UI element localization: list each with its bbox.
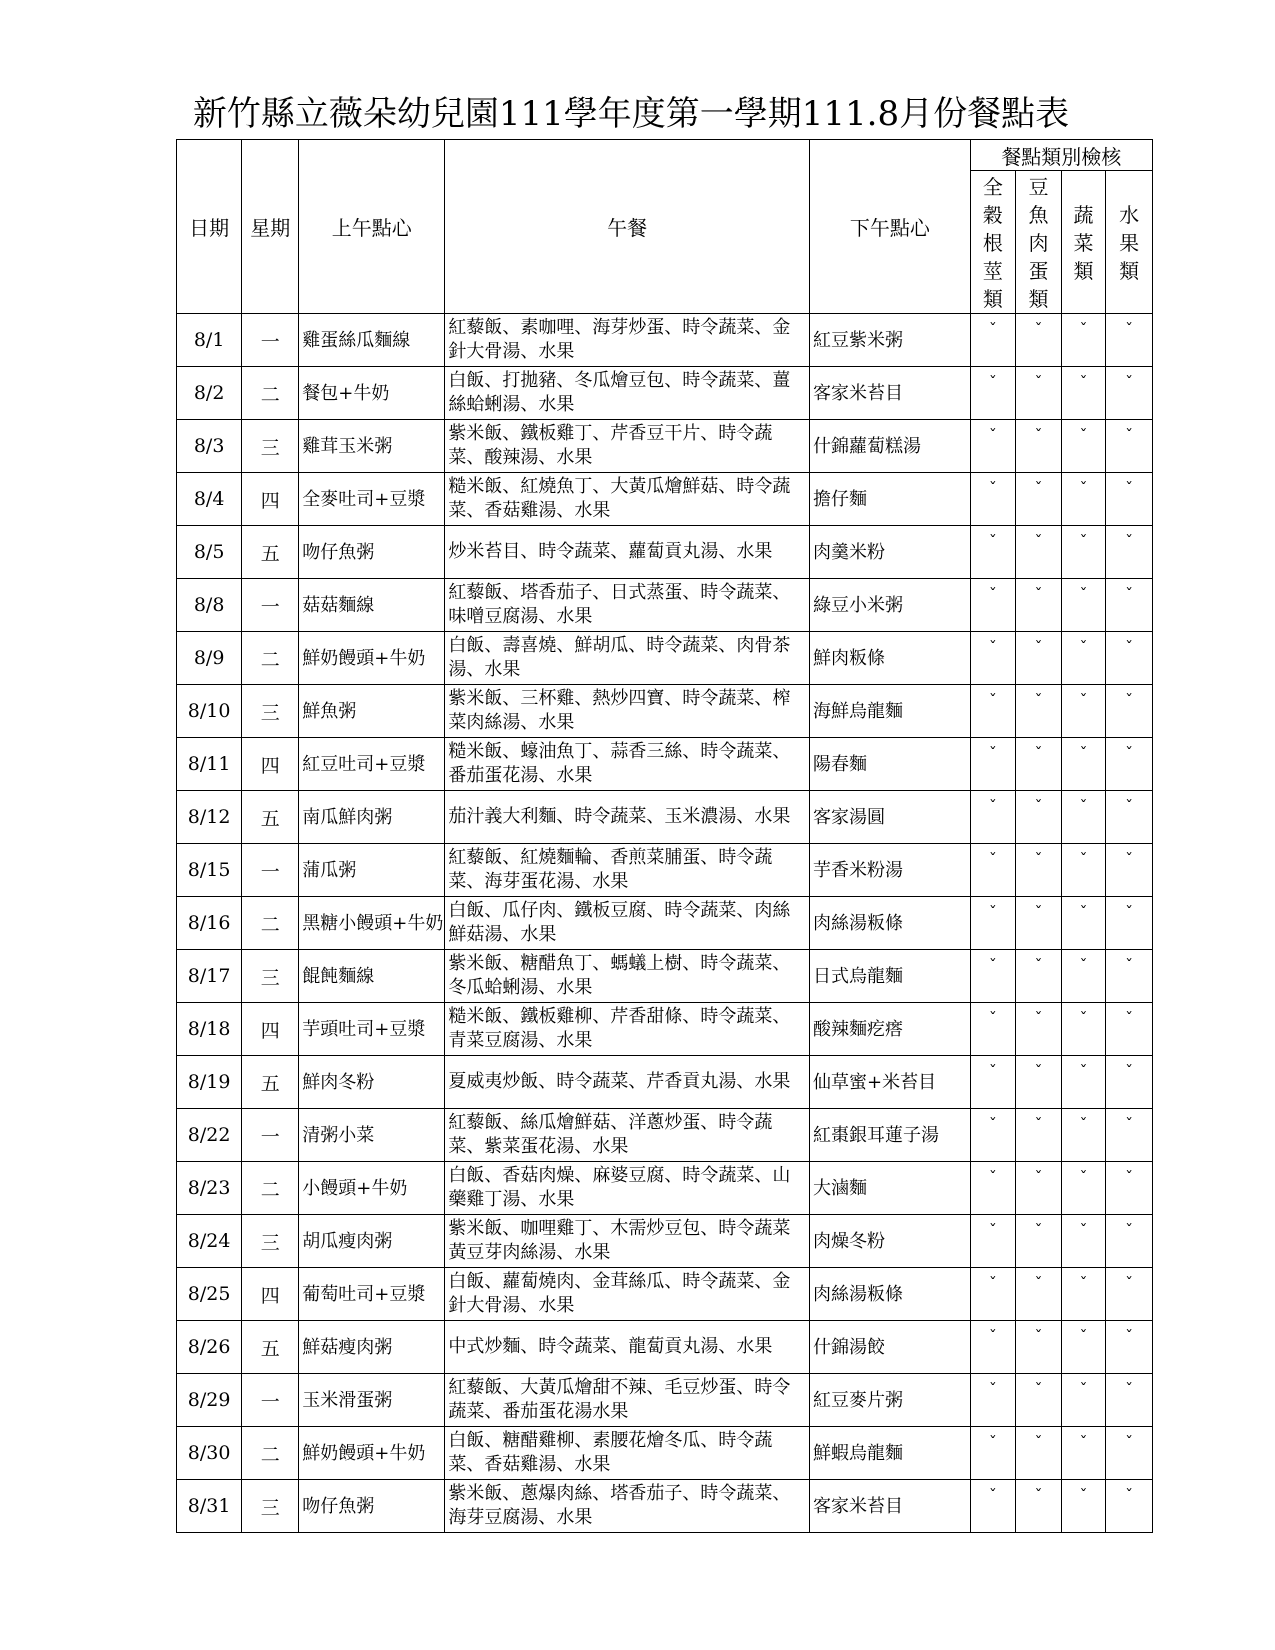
check-mark: ˇ <box>1016 1162 1062 1215</box>
check-mark: ˇ <box>1061 1480 1106 1533</box>
table-row <box>177 526 1153 579</box>
morning-snack-cell: 芋頭吐司+豆漿 <box>299 1003 445 1056</box>
morning-snack-cell: 鮮菇瘦肉粥 <box>299 1321 445 1374</box>
check-mark: ˇ <box>1016 791 1062 844</box>
check-mark: ˇ <box>1061 367 1106 420</box>
morning-snack-cell: 小饅頭+牛奶 <box>299 1162 445 1215</box>
weekday-cell: 三 <box>242 420 299 473</box>
afternoon-snack-cell: 擔仔麵 <box>810 473 971 526</box>
date-cell: 8/18 <box>177 1003 242 1056</box>
morning-snack-cell: 雞茸玉米粥 <box>299 420 445 473</box>
check-mark: ˇ <box>1106 367 1153 420</box>
lunch-cell: 紫米飯、鐵板雞丁、芹香豆干片、時令蔬菜、酸辣湯、水果 <box>445 420 810 473</box>
check-mark: ˇ <box>970 1321 1016 1374</box>
morning-snack-cell: 鮮魚粥 <box>299 685 445 738</box>
check-mark: ˇ <box>970 1162 1016 1215</box>
check-mark: ˇ <box>970 420 1016 473</box>
check-mark: ˇ <box>1016 1056 1062 1109</box>
morning-snack-cell: 玉米滑蛋粥 <box>299 1374 445 1427</box>
check-mark: ˇ <box>1061 1427 1106 1480</box>
header-weekday: 星期 <box>242 140 299 314</box>
check-mark: ˇ <box>1106 1321 1153 1374</box>
morning-snack-cell: 胡瓜瘦肉粥 <box>299 1215 445 1268</box>
afternoon-snack-cell: 肉絲湯粄條 <box>810 897 971 950</box>
weekday-cell: 四 <box>242 473 299 526</box>
check-mark: ˇ <box>1106 1427 1153 1480</box>
check-mark: ˇ <box>970 526 1016 579</box>
check-mark: ˇ <box>1061 685 1106 738</box>
table-row <box>177 738 1153 791</box>
lunch-cell: 白飯、糖醋雞柳、素腰花燴冬瓜、時令蔬菜、香菇雞湯、水果 <box>445 1427 810 1480</box>
lunch-cell: 紅藜飯、紅燒麵輪、香煎菜脯蛋、時令蔬菜、海芽蛋花湯、水果 <box>445 844 810 897</box>
afternoon-snack-cell: 紅豆紫米粥 <box>810 314 971 367</box>
weekday-cell: 三 <box>242 1480 299 1533</box>
table-row <box>177 1056 1153 1109</box>
morning-snack-cell: 葡萄吐司+豆漿 <box>299 1268 445 1321</box>
morning-snack-cell: 吻仔魚粥 <box>299 526 445 579</box>
check-mark: ˇ <box>1106 314 1153 367</box>
check-mark: ˇ <box>1016 844 1062 897</box>
table-row <box>177 685 1153 738</box>
afternoon-snack-cell: 鮮蝦烏龍麵 <box>810 1427 971 1480</box>
afternoon-snack-cell: 客家湯圓 <box>810 791 971 844</box>
date-cell: 8/26 <box>177 1321 242 1374</box>
lunch-cell: 紫米飯、蔥爆肉絲、塔香茄子、時令蔬菜、海芽豆腐湯、水果 <box>445 1480 810 1533</box>
morning-snack-cell: 鮮奶饅頭+牛奶 <box>299 632 445 685</box>
date-cell: 8/15 <box>177 844 242 897</box>
check-mark: ˇ <box>1061 950 1106 1003</box>
table-row <box>177 1427 1153 1480</box>
morning-snack-cell: 餛飩麵線 <box>299 950 445 1003</box>
check-mark: ˇ <box>1106 1374 1153 1427</box>
morning-snack-cell: 鮮肉冬粉 <box>299 1056 445 1109</box>
check-mark: ˇ <box>1016 526 1062 579</box>
lunch-cell: 白飯、瓜仔肉、鐵板豆腐、時令蔬菜、肉絲鮮菇湯、水果 <box>445 897 810 950</box>
check-mark: ˇ <box>1106 526 1153 579</box>
weekday-cell: 一 <box>242 1374 299 1427</box>
check-mark: ˇ <box>1106 1480 1153 1533</box>
check-mark: ˇ <box>970 1427 1016 1480</box>
header-protein: 豆 魚 肉 蛋 類 <box>1016 171 1062 314</box>
table-row <box>177 314 1153 367</box>
morning-snack-cell: 紅豆吐司+豆漿 <box>299 738 445 791</box>
table-row <box>177 1374 1153 1427</box>
check-mark: ˇ <box>1061 1268 1106 1321</box>
header-morning-snack: 上午點心 <box>299 140 445 314</box>
table-row <box>177 1215 1153 1268</box>
date-cell: 8/23 <box>177 1162 242 1215</box>
check-mark: ˇ <box>1061 579 1106 632</box>
table-row <box>177 1003 1153 1056</box>
check-mark: ˇ <box>1016 1480 1062 1533</box>
afternoon-snack-cell: 肉羹米粉 <box>810 526 971 579</box>
check-mark: ˇ <box>1016 314 1062 367</box>
afternoon-snack-cell: 什錦湯餃 <box>810 1321 971 1374</box>
check-mark: ˇ <box>1061 791 1106 844</box>
table-row <box>177 897 1153 950</box>
weekday-cell: 一 <box>242 314 299 367</box>
check-mark: ˇ <box>970 950 1016 1003</box>
check-mark: ˇ <box>1061 632 1106 685</box>
morning-snack-cell: 吻仔魚粥 <box>299 1480 445 1533</box>
check-mark: ˇ <box>970 738 1016 791</box>
weekday-cell: 五 <box>242 1056 299 1109</box>
lunch-cell: 紫米飯、糖醋魚丁、螞蟻上樹、時令蔬菜、冬瓜蛤蜊湯、水果 <box>445 950 810 1003</box>
weekday-cell: 三 <box>242 1215 299 1268</box>
check-mark: ˇ <box>1061 1109 1106 1162</box>
check-mark: ˇ <box>1061 897 1106 950</box>
weekday-cell: 二 <box>242 1162 299 1215</box>
check-mark: ˇ <box>1016 473 1062 526</box>
check-mark: ˇ <box>1106 420 1153 473</box>
weekday-cell: 五 <box>242 791 299 844</box>
header-fruit: 水 果 類 <box>1106 171 1153 314</box>
check-mark: ˇ <box>1061 314 1106 367</box>
check-mark: ˇ <box>1016 1374 1062 1427</box>
check-mark: ˇ <box>1016 738 1062 791</box>
afternoon-snack-cell: 什錦蘿蔔糕湯 <box>810 420 971 473</box>
afternoon-snack-cell: 肉絲湯粄條 <box>810 1268 971 1321</box>
date-cell: 8/1 <box>177 314 242 367</box>
table-row <box>177 1268 1153 1321</box>
date-cell: 8/11 <box>177 738 242 791</box>
check-mark: ˇ <box>1106 579 1153 632</box>
morning-snack-cell: 黑糖小饅頭+牛奶 <box>299 897 445 950</box>
date-cell: 8/9 <box>177 632 242 685</box>
check-mark: ˇ <box>1061 1056 1106 1109</box>
date-cell: 8/29 <box>177 1374 242 1427</box>
weekday-cell: 三 <box>242 685 299 738</box>
date-cell: 8/22 <box>177 1109 242 1162</box>
check-mark: ˇ <box>1061 473 1106 526</box>
date-cell: 8/3 <box>177 420 242 473</box>
lunch-cell: 紅藜飯、大黃瓜燴甜不辣、毛豆炒蛋、時令蔬菜、番茄蛋花湯水果 <box>445 1374 810 1427</box>
afternoon-snack-cell: 客家米苔目 <box>810 1480 971 1533</box>
date-cell: 8/31 <box>177 1480 242 1533</box>
afternoon-snack-cell: 鮮肉粄條 <box>810 632 971 685</box>
morning-snack-cell: 南瓜鮮肉粥 <box>299 791 445 844</box>
header-date: 日期 <box>177 140 242 314</box>
check-mark: ˇ <box>970 1056 1016 1109</box>
afternoon-snack-cell: 酸辣麵疙瘩 <box>810 1003 971 1056</box>
check-mark: ˇ <box>970 632 1016 685</box>
lunch-cell: 紅藜飯、塔香茄子、日式蒸蛋、時令蔬菜、味噌豆腐湯、水果 <box>445 579 810 632</box>
check-mark: ˇ <box>1016 897 1062 950</box>
morning-snack-cell: 雞蛋絲瓜麵線 <box>299 314 445 367</box>
weekday-cell: 一 <box>242 579 299 632</box>
afternoon-snack-cell: 肉燥冬粉 <box>810 1215 971 1268</box>
lunch-cell: 中式炒麵、時令蔬菜、龍蔔貢丸湯、水果 <box>445 1321 810 1374</box>
date-cell: 8/25 <box>177 1268 242 1321</box>
weekday-cell: 四 <box>242 1268 299 1321</box>
afternoon-snack-cell: 紅棗銀耳蓮子湯 <box>810 1109 971 1162</box>
morning-snack-cell: 全麥吐司+豆漿 <box>299 473 445 526</box>
afternoon-snack-cell: 芋香米粉湯 <box>810 844 971 897</box>
check-mark: ˇ <box>1016 950 1062 1003</box>
check-mark: ˇ <box>1106 473 1153 526</box>
check-mark: ˇ <box>1106 738 1153 791</box>
check-mark: ˇ <box>1061 1003 1106 1056</box>
check-mark: ˇ <box>1106 897 1153 950</box>
date-cell: 8/24 <box>177 1215 242 1268</box>
lunch-cell: 紫米飯、咖哩雞丁、木需炒豆包、時令蔬菜黃豆芽肉絲湯、水果 <box>445 1215 810 1268</box>
weekday-cell: 二 <box>242 897 299 950</box>
check-mark: ˇ <box>1016 632 1062 685</box>
weekday-cell: 三 <box>242 950 299 1003</box>
check-mark: ˇ <box>970 1268 1016 1321</box>
lunch-cell: 糙米飯、鐵板雞柳、芹香甜條、時令蔬菜、青菜豆腐湯、水果 <box>445 1003 810 1056</box>
check-mark: ˇ <box>1106 791 1153 844</box>
afternoon-snack-cell: 日式烏龍麵 <box>810 950 971 1003</box>
date-cell: 8/16 <box>177 897 242 950</box>
check-mark: ˇ <box>1106 950 1153 1003</box>
morning-snack-cell: 菇菇麵線 <box>299 579 445 632</box>
weekday-cell: 五 <box>242 1321 299 1374</box>
table-row <box>177 844 1153 897</box>
header-vegetables: 蔬 菜 類 <box>1061 171 1106 314</box>
afternoon-snack-cell: 海鮮烏龍麵 <box>810 685 971 738</box>
check-mark: ˇ <box>1106 1268 1153 1321</box>
check-mark: ˇ <box>1061 526 1106 579</box>
check-mark: ˇ <box>970 791 1016 844</box>
header-afternoon-snack: 下午點心 <box>810 140 971 314</box>
table-row <box>177 579 1153 632</box>
check-mark: ˇ <box>1061 1215 1106 1268</box>
date-cell: 8/2 <box>177 367 242 420</box>
table-row <box>177 1321 1153 1374</box>
table-row <box>177 791 1153 844</box>
check-mark: ˇ <box>1061 1321 1106 1374</box>
morning-snack-cell: 蒲瓜粥 <box>299 844 445 897</box>
weekday-cell: 四 <box>242 1003 299 1056</box>
check-mark: ˇ <box>1016 1003 1062 1056</box>
check-mark: ˇ <box>970 1374 1016 1427</box>
check-mark: ˇ <box>970 314 1016 367</box>
check-mark: ˇ <box>1106 1056 1153 1109</box>
check-mark: ˇ <box>1016 1109 1062 1162</box>
table-row <box>177 367 1153 420</box>
weekday-cell: 五 <box>242 526 299 579</box>
check-mark: ˇ <box>1016 420 1062 473</box>
check-mark: ˇ <box>970 473 1016 526</box>
lunch-cell: 紅藜飯、素咖哩、海芽炒蛋、時令蔬菜、金針大骨湯、水果 <box>445 314 810 367</box>
lunch-cell: 糙米飯、蠔油魚丁、蒜香三絲、時令蔬菜、番茄蛋花湯、水果 <box>445 738 810 791</box>
date-cell: 8/4 <box>177 473 242 526</box>
page-title: 新竹縣立薇朵幼兒園111學年度第一學期111.8月份餐點表 <box>192 94 1070 134</box>
lunch-cell: 炒米苔目、時令蔬菜、蘿蔔貢丸湯、水果 <box>445 526 810 579</box>
check-mark: ˇ <box>970 1480 1016 1533</box>
check-mark: ˇ <box>1016 1321 1062 1374</box>
lunch-cell: 紫米飯、三杯雞、熱炒四寶、時令蔬菜、榨菜肉絲湯、水果 <box>445 685 810 738</box>
date-cell: 8/30 <box>177 1427 242 1480</box>
check-mark: ˇ <box>1061 844 1106 897</box>
weekday-cell: 一 <box>242 844 299 897</box>
check-mark: ˇ <box>1016 1268 1062 1321</box>
check-mark: ˇ <box>1061 420 1106 473</box>
check-mark: ˇ <box>1016 1215 1062 1268</box>
check-mark: ˇ <box>1106 632 1153 685</box>
morning-snack-cell: 餐包+牛奶 <box>299 367 445 420</box>
check-mark: ˇ <box>1016 1427 1062 1480</box>
lunch-cell: 白飯、香菇肉燥、麻婆豆腐、時令蔬菜、山藥雞丁湯、水果 <box>445 1162 810 1215</box>
weekday-cell: 二 <box>242 1427 299 1480</box>
weekday-cell: 四 <box>242 738 299 791</box>
check-mark: ˇ <box>970 685 1016 738</box>
table-row <box>177 950 1153 1003</box>
lunch-cell: 白飯、蘿蔔燒肉、金茸絲瓜、時令蔬菜、金針大骨湯、水果 <box>445 1268 810 1321</box>
header-check-group: 餐點類別檢核 <box>970 140 1152 171</box>
morning-snack-cell: 鮮奶饅頭+牛奶 <box>299 1427 445 1480</box>
weekday-cell: 二 <box>242 632 299 685</box>
meal-table <box>176 139 1153 1533</box>
lunch-cell: 白飯、壽喜燒、鮮胡瓜、時令蔬菜、肉骨茶湯、水果 <box>445 632 810 685</box>
weekday-cell: 一 <box>242 1109 299 1162</box>
lunch-cell: 紅藜飯、絲瓜燴鮮菇、洋蔥炒蛋、時令蔬菜、紫菜蛋花湯、水果 <box>445 1109 810 1162</box>
check-mark: ˇ <box>1106 1109 1153 1162</box>
table-row <box>177 473 1153 526</box>
afternoon-snack-cell: 陽春麵 <box>810 738 971 791</box>
check-mark: ˇ <box>970 844 1016 897</box>
check-mark: ˇ <box>970 1003 1016 1056</box>
afternoon-snack-cell: 綠豆小米粥 <box>810 579 971 632</box>
header-lunch: 午餐 <box>445 140 810 314</box>
table-row <box>177 1162 1153 1215</box>
afternoon-snack-cell: 大滷麵 <box>810 1162 971 1215</box>
afternoon-snack-cell: 客家米苔目 <box>810 367 971 420</box>
lunch-cell: 白飯、打拋豬、冬瓜燴豆包、時令蔬菜、薑絲蛤蜊湯、水果 <box>445 367 810 420</box>
check-mark: ˇ <box>1016 685 1062 738</box>
date-cell: 8/5 <box>177 526 242 579</box>
table-row <box>177 632 1153 685</box>
check-mark: ˇ <box>970 897 1016 950</box>
check-mark: ˇ <box>1106 685 1153 738</box>
date-cell: 8/17 <box>177 950 242 1003</box>
date-cell: 8/8 <box>177 579 242 632</box>
afternoon-snack-cell: 紅豆麥片粥 <box>810 1374 971 1427</box>
check-mark: ˇ <box>1016 367 1062 420</box>
check-mark: ˇ <box>1106 1162 1153 1215</box>
meal-table-body <box>177 314 1153 1533</box>
table-row <box>177 1480 1153 1533</box>
check-mark: ˇ <box>970 367 1016 420</box>
lunch-cell: 茄汁義大利麵、時令蔬菜、玉米濃湯、水果 <box>445 791 810 844</box>
check-mark: ˇ <box>970 579 1016 632</box>
check-mark: ˇ <box>1061 738 1106 791</box>
date-cell: 8/19 <box>177 1056 242 1109</box>
header-grains: 全 穀 根 莖 類 <box>970 171 1016 314</box>
table-row <box>177 420 1153 473</box>
lunch-cell: 夏威夷炒飯、時令蔬菜、芹香貢丸湯、水果 <box>445 1056 810 1109</box>
check-mark: ˇ <box>1106 1215 1153 1268</box>
lunch-cell: 糙米飯、紅燒魚丁、大黃瓜燴鮮菇、時令蔬菜、香菇雞湯、水果 <box>445 473 810 526</box>
date-cell: 8/10 <box>177 685 242 738</box>
check-mark: ˇ <box>970 1109 1016 1162</box>
check-mark: ˇ <box>1106 1003 1153 1056</box>
check-mark: ˇ <box>1061 1374 1106 1427</box>
check-mark: ˇ <box>1016 579 1062 632</box>
afternoon-snack-cell: 仙草蜜+米苔目 <box>810 1056 971 1109</box>
check-mark: ˇ <box>1061 1162 1106 1215</box>
table-row <box>177 1109 1153 1162</box>
weekday-cell: 二 <box>242 367 299 420</box>
check-mark: ˇ <box>970 1215 1016 1268</box>
morning-snack-cell: 清粥小菜 <box>299 1109 445 1162</box>
check-mark: ˇ <box>1106 844 1153 897</box>
date-cell: 8/12 <box>177 791 242 844</box>
